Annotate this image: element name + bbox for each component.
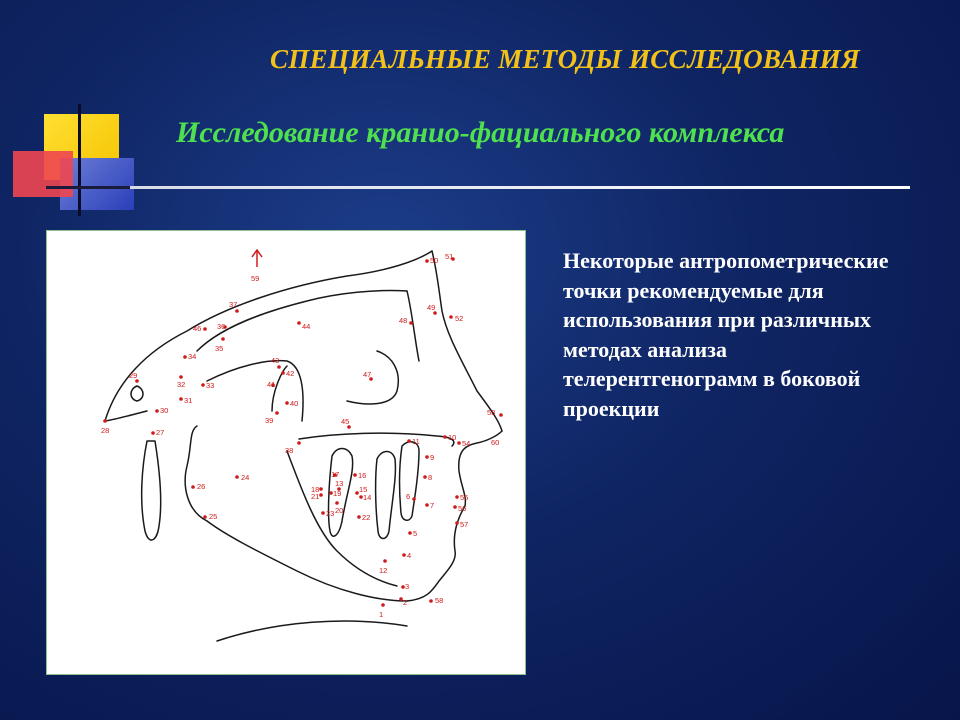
landmark-point-56 xyxy=(453,505,457,509)
landmark-label-46: 46 xyxy=(193,324,202,333)
landmark-label-7: 7 xyxy=(430,501,435,510)
landmark-label-30: 30 xyxy=(160,406,169,415)
landmark-point-54 xyxy=(457,441,461,445)
landmark-point-1 xyxy=(381,603,385,607)
landmark-point-20 xyxy=(335,501,339,505)
landmark-label-49: 49 xyxy=(427,303,436,312)
landmark-label-11: 11 xyxy=(412,437,420,446)
description-text: Некоторые антропометрические точки рекомендуемые для использования при различных методах анализа телерентгенограмм в боковой проекции xyxy=(563,248,889,421)
landmark-point-43 xyxy=(277,365,281,369)
decor-vertical-line xyxy=(78,104,81,216)
landmark-label-22: 22 xyxy=(362,513,371,522)
landmark-label-51: 51 xyxy=(445,252,454,261)
landmark-point-28 xyxy=(103,419,107,423)
landmark-label-43: 43 xyxy=(271,356,280,365)
landmark-point-53 xyxy=(499,413,503,417)
landmark-label-39: 39 xyxy=(265,416,274,425)
landmark-point-30 xyxy=(155,409,159,413)
landmark-point-38 xyxy=(297,441,301,445)
landmark-label-31: 31 xyxy=(184,396,193,405)
landmark-label-57: 57 xyxy=(460,520,469,529)
landmark-label-50: 50 xyxy=(430,256,439,265)
landmark-point-5 xyxy=(408,531,412,535)
skull-tracing xyxy=(47,231,525,674)
landmark-label-48: 48 xyxy=(399,316,408,325)
landmark-label-13: 13 xyxy=(335,479,344,488)
landmark-label-2: 2 xyxy=(403,598,408,607)
landmark-label-55: 55 xyxy=(460,493,469,502)
landmark-label-15: 15 xyxy=(359,485,368,494)
landmark-point-27 xyxy=(151,431,155,435)
landmark-point-48 xyxy=(409,321,413,325)
landmark-label-16: 16 xyxy=(358,471,367,480)
landmark-label-3: 3 xyxy=(405,582,410,591)
decor-dark-line xyxy=(46,186,136,189)
landmark-point-58 xyxy=(429,599,433,603)
landmark-label-6: 6 xyxy=(406,492,411,501)
decor-red-square xyxy=(13,151,73,197)
landmark-point-25 xyxy=(203,515,207,519)
landmark-label-24: 24 xyxy=(241,473,250,482)
landmark-label-52: 52 xyxy=(455,314,464,323)
landmark-label-26: 26 xyxy=(197,482,206,491)
landmark-point-9 xyxy=(425,455,429,459)
landmark-label-12: 12 xyxy=(379,566,388,575)
landmark-label-14: 14 xyxy=(363,493,372,502)
slide-title: СПЕЦИАЛЬНЫЕ МЕТОДЫ ИССЛЕДОВАНИЯ xyxy=(269,44,860,74)
landmark-label-32: 32 xyxy=(177,380,186,389)
landmark-point-4 xyxy=(402,553,406,557)
landmark-label-37: 37 xyxy=(229,300,238,309)
landmark-label-56: 56 xyxy=(458,504,467,513)
landmark-point-7 xyxy=(425,503,429,507)
landmark-label-53: 53 xyxy=(487,408,496,417)
landmark-point-26 xyxy=(191,485,195,489)
landmark-point-46 xyxy=(203,327,207,331)
landmark-label-20: 20 xyxy=(335,506,344,515)
landmark-point-34 xyxy=(183,355,187,359)
landmark-point-42 xyxy=(281,371,285,375)
landmark-label-27: 27 xyxy=(156,428,165,437)
landmark-point-52 xyxy=(449,315,453,319)
landmark-point-6 xyxy=(412,497,416,501)
landmark-label-36: 36 xyxy=(217,322,226,331)
landmark-point-40 xyxy=(285,401,289,405)
landmark-point-16 xyxy=(353,473,357,477)
landmark-point-33 xyxy=(201,383,205,387)
landmark-point-31 xyxy=(179,397,183,401)
landmark-label-10: 10 xyxy=(448,433,457,442)
landmark-point-37 xyxy=(235,309,239,313)
landmark-label-44: 44 xyxy=(302,322,311,331)
landmark-point-35 xyxy=(221,337,225,341)
landmark-label-54: 54 xyxy=(462,439,471,448)
landmark-label-42: 42 xyxy=(286,369,295,378)
landmark-label-18: 18 xyxy=(311,485,320,494)
landmark-label-33: 33 xyxy=(206,381,215,390)
title-underline xyxy=(130,186,910,189)
landmark-point-50 xyxy=(425,259,429,263)
landmark-point-12 xyxy=(383,559,387,563)
landmark-point-21 xyxy=(319,493,323,497)
landmark-label-1: 1 xyxy=(379,610,384,619)
landmark-label-59: 59 xyxy=(251,274,260,283)
landmark-point-8 xyxy=(423,475,427,479)
landmark-label-45: 45 xyxy=(341,417,350,426)
landmark-label-47: 47 xyxy=(363,370,372,379)
landmark-label-58: 58 xyxy=(435,596,444,605)
landmark-label-8: 8 xyxy=(428,473,433,482)
slide-subtitle: Исследование кранио-фациального комплекса xyxy=(176,116,785,149)
landmark-label-23: 23 xyxy=(326,509,335,518)
landmark-label-35: 35 xyxy=(215,344,224,353)
landmark-label-40: 40 xyxy=(290,399,299,408)
landmark-label-5: 5 xyxy=(413,529,418,538)
landmark-point-44 xyxy=(297,321,301,325)
landmark-label-25: 25 xyxy=(209,512,218,521)
cephalometric-figure xyxy=(46,230,526,675)
landmark-point-24 xyxy=(235,475,239,479)
landmark-point-55 xyxy=(455,495,459,499)
landmark-point-23 xyxy=(321,511,325,515)
landmark-label-17: 17 xyxy=(331,470,340,479)
landmark-point-39 xyxy=(275,411,279,415)
landmark-point-57 xyxy=(455,521,459,525)
landmark-label-41: 41 xyxy=(267,380,276,389)
landmark-label-9: 9 xyxy=(430,453,435,462)
landmark-label-21: 21 xyxy=(311,492,320,501)
landmark-label-19: 19 xyxy=(333,489,342,498)
landmark-point-10 xyxy=(443,435,447,439)
landmark-label-38: 38 xyxy=(285,446,294,455)
landmark-label-29: 29 xyxy=(129,371,138,380)
landmark-label-60: 60 xyxy=(491,438,500,447)
landmark-label-28: 28 xyxy=(101,426,110,435)
landmark-point-18 xyxy=(319,487,323,491)
landmark-label-4: 4 xyxy=(407,551,412,560)
landmark-label-34: 34 xyxy=(188,352,197,361)
landmark-point-32 xyxy=(179,375,183,379)
landmark-point-11 xyxy=(407,439,411,443)
landmark-point-22 xyxy=(357,515,361,519)
